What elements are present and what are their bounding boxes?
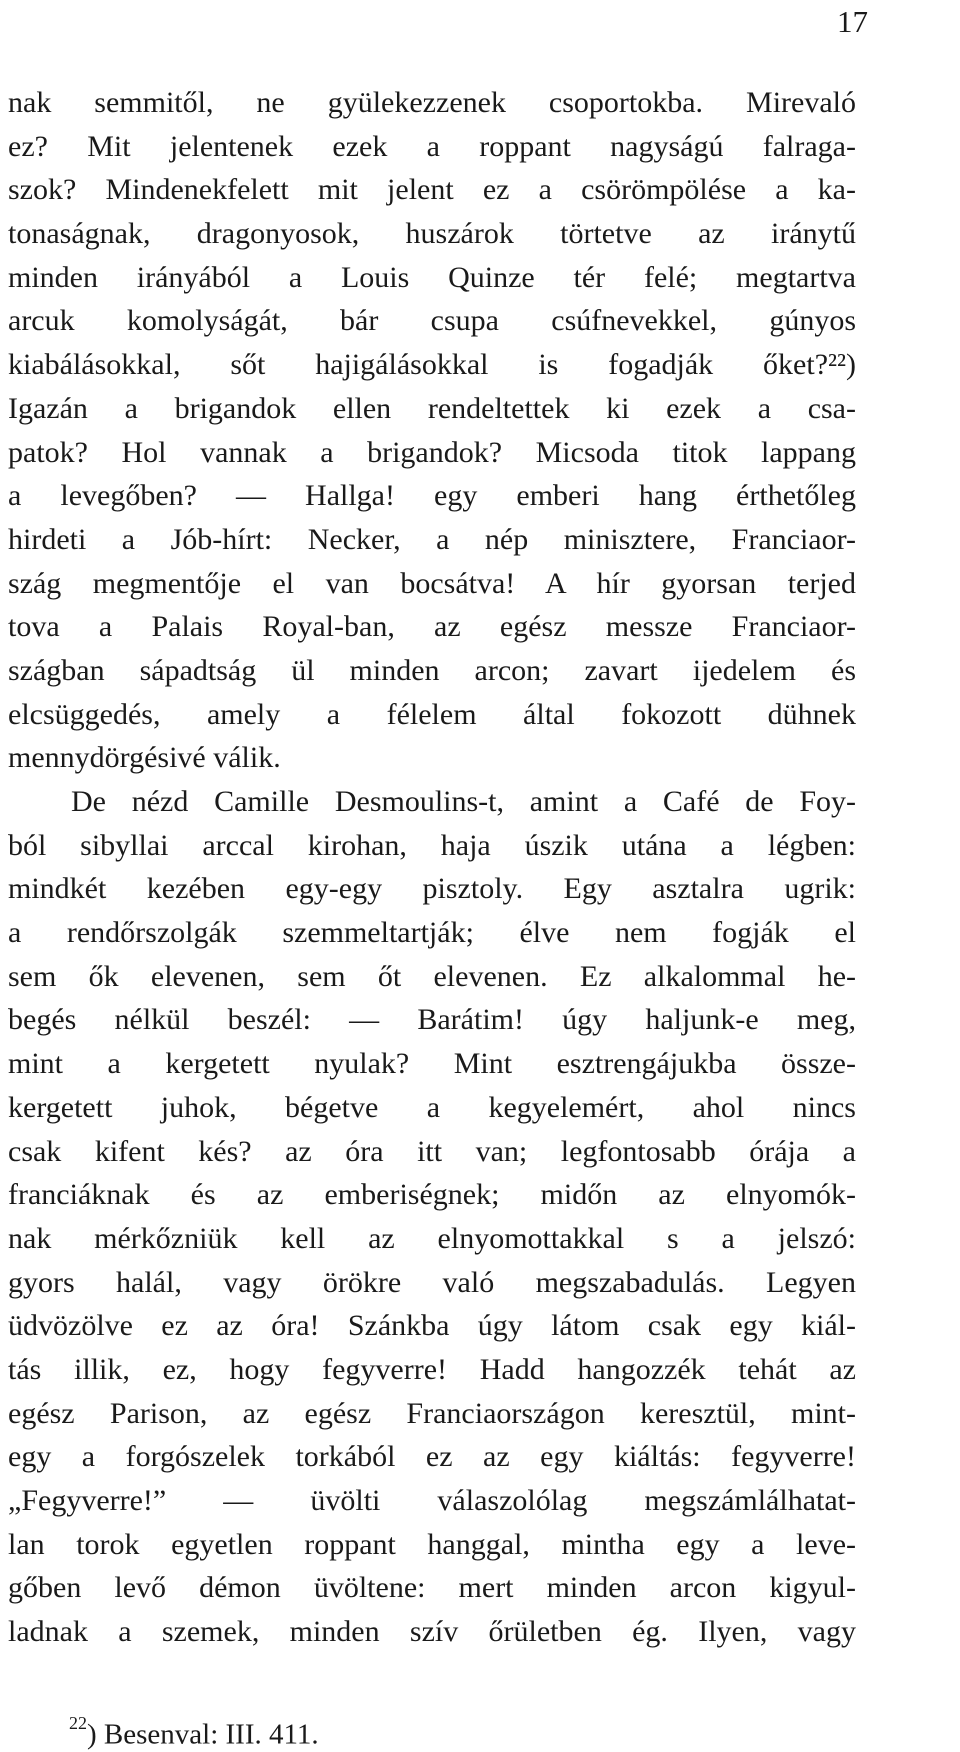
text-line: nak semmitől, ne gyülekezzenek csoportokba. Mirevaló bbox=[8, 86, 856, 119]
text-line: mindkét kezében egy-egy pisztoly. Egy asztalra ugrik: bbox=[8, 872, 856, 906]
text-line: „Fegyverre!” — üvölti válaszolólag megszámlálhatat- bbox=[8, 1484, 856, 1517]
footnote bbox=[69, 1710, 319, 1752]
text-line: ladnak a szemek, minden szív őrületben ég. Ilyen, vagy bbox=[8, 1615, 856, 1649]
footnote-text: ) Besenval: III. 411. bbox=[87, 1718, 319, 1751]
text-line: franciáknak és az emberiségnek; midőn az elnyomók- bbox=[8, 1178, 856, 1212]
text-line: minden irányából a Louis Quinze tér felé; megtartva bbox=[8, 260, 856, 294]
text-line: a levegőben? — Hallga! egy emberi hang érthetőleg bbox=[8, 479, 856, 513]
text-line: lan torok egyetlen roppant hanggal, mintha egy a leve- bbox=[8, 1527, 856, 1561]
text-line: mint a kergetett nyulak? Mint esztrengájukba össze- bbox=[8, 1047, 856, 1081]
text-line: hirdeti a Jób-hírt: Necker, a nép minisztere, Franciaor- bbox=[8, 522, 856, 556]
text-line: begés nélkül beszél: — Barátim! úgy haljunk-e meg, bbox=[8, 1003, 856, 1037]
text-line: szág megmentője el van bocsátva! A hír gyorsan terjed bbox=[8, 566, 856, 600]
text-line: patok? Hol vannak a brigandok? Micsoda titok lappang bbox=[8, 435, 856, 469]
text-line: tonaságnak, dragonyosok, huszárok törtetve az iránytű bbox=[8, 217, 856, 251]
text-line: üdvözölve ez az óra! Szánkba úgy látom csak egy kiál- bbox=[8, 1309, 856, 1343]
text-line: arcuk komolyságát, bár csupa csúfnevekkel, gúnyos bbox=[8, 304, 856, 338]
text-line: Igazán a brigandok ellen rendeltettek ki ezek a csa- bbox=[8, 391, 856, 425]
text-line: a rendőrszolgák szemmeltartják; élve nem fogják el bbox=[8, 916, 856, 950]
text-line: szágban sápadtság ül minden arcon; zavart ijedelem és bbox=[8, 653, 856, 687]
text-line: szok? Mindenekfelett mit jelent ez a csörömpölése a ka- bbox=[8, 173, 856, 207]
page-number: 17 bbox=[837, 4, 868, 39]
text-line: elcsüggedés, amely a félelem által fokozott dühnek bbox=[8, 697, 856, 731]
text-line: kiabálásokkal, sőt hajigálásokkal is fogadják őket?²²) bbox=[8, 348, 856, 382]
text-line: mennydörgésivé válik. bbox=[8, 741, 281, 775]
text-line: egy a forgószelek torkából ez az egy kiáltás: fegyverre! bbox=[8, 1440, 856, 1474]
body-text bbox=[8, 81, 856, 1654]
text-line: egész Parison, az egész Franciaországon keresztül, mint- bbox=[8, 1396, 856, 1430]
footnote-marker: 22 bbox=[69, 1713, 87, 1733]
text-line: gyors halál, vagy örökre való megszabadulás. Legyen bbox=[8, 1265, 856, 1299]
text-line: nak mérkőzniük kell az elnyomottakkal s a jelszó: bbox=[8, 1221, 856, 1255]
text-line: csak kifent kés? az óra itt van; legfontosabb órája a bbox=[8, 1134, 856, 1168]
text-line: De nézd Camille Desmoulins-t, amint a Café de Foy- bbox=[71, 785, 856, 818]
text-line: tás illik, ez, hogy fegyverre! Hadd hangozzék tehát az bbox=[8, 1352, 856, 1386]
text-line: ból sibyllai arccal kirohan, haja úszik utána a légben: bbox=[8, 828, 856, 862]
text-line: sem ők elevenen, sem őt elevenen. Ez alkalommal he- bbox=[8, 959, 856, 993]
text-line: ez? Mit jelentenek ezek a roppant nagyságú falraga- bbox=[8, 129, 856, 163]
text-line: gőben levő démon üvöltene: mert minden arcon kigyul- bbox=[8, 1571, 856, 1605]
text-line: tova a Palais Royal-ban, az egész messze Franciaor- bbox=[8, 610, 856, 644]
text-line: kergetett juhok, bégetve a kegyelemért, ahol nincs bbox=[8, 1090, 856, 1124]
